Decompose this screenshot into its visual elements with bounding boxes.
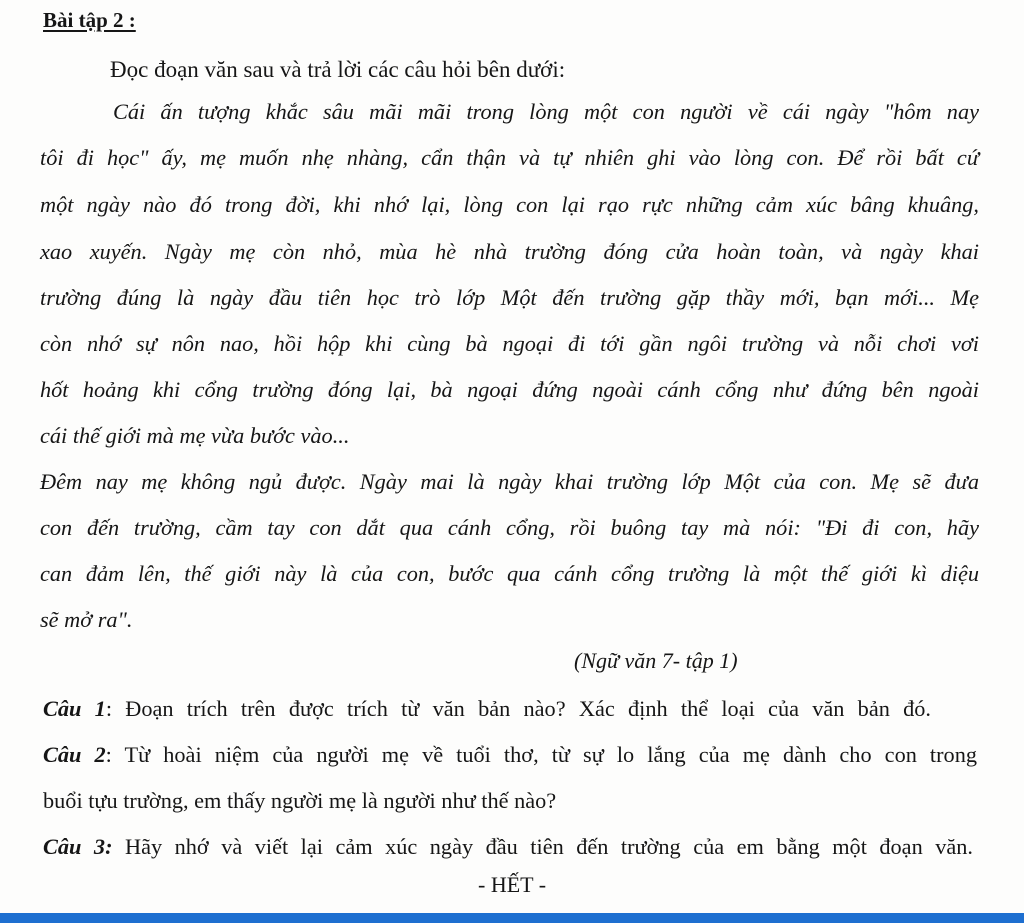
passage-line: hốt hoảng khi cổng trường đóng lại, bà ngoại đứng ngoài cánh cổng như đứng bên ngoài bbox=[40, 377, 979, 402]
passage-line: tôi đi học" ấy, mẹ muốn nhẹ nhàng, cẩn thận và tự nhiên ghi vào lòng con. Để rồi bất cứ bbox=[40, 145, 979, 170]
passage-line: trường đúng là ngày đầu tiên học trò lớp Một đến trường gặp thầy mới, bạn mới... Mẹ bbox=[40, 285, 979, 310]
question-label: Câu 1 bbox=[43, 696, 106, 721]
passage-source: (Ngữ văn 7- tập 1) bbox=[574, 648, 738, 673]
question-text: : Đoạn trích trên được trích từ văn bản nào? Xác định thể loại của văn bản đó. bbox=[105, 696, 931, 721]
passage-line: một ngày nào đó trong đời, khi nhớ lại, lòng con lại rạo rực những cảm xúc bâng khuâng, bbox=[40, 192, 979, 217]
exercise-instruction: Đọc đoạn văn sau và trả lời các câu hỏi bên dưới: bbox=[110, 57, 566, 82]
end-mark: - HẾT - bbox=[478, 872, 547, 897]
question-2-continuation: buổi tựu trường, em thấy người mẹ là người như thế nào? bbox=[43, 788, 557, 813]
passage-line: còn nhớ sự nôn nao, hồi hộp khi cùng bà ngoại đi tới gần ngôi trường và nỗi chơi vơi bbox=[40, 331, 979, 356]
question-2 bbox=[43, 742, 977, 768]
question-text: : Từ hoài niệm của người mẹ về tuổi thơ, từ sự lo lắng của mẹ dành cho con trong bbox=[105, 742, 977, 767]
question-label: Câu 3: bbox=[43, 834, 113, 859]
passage-line: xao xuyến. Ngày mẹ còn nhỏ, mùa hè nhà trường đóng cửa hoàn toàn, và ngày khai bbox=[40, 239, 979, 264]
question-1 bbox=[43, 696, 931, 722]
passage-line: Đêm nay mẹ không ngủ được. Ngày mai là ngày khai trường lớp Một của con. Mẹ sẽ đưa bbox=[40, 469, 979, 494]
question-text: Hãy nhớ và viết lại cảm xúc ngày đầu tiên đến trường của em bằng một đoạn văn. bbox=[112, 834, 973, 859]
passage-line: Cái ấn tượng khắc sâu mãi mãi trong lòng một con người về cái ngày "hôm nay bbox=[113, 99, 979, 124]
passage-line: cái thế giới mà mẹ vừa bước vào... bbox=[40, 423, 350, 448]
passage-line: sẽ mở ra". bbox=[40, 607, 133, 632]
exercise-title: Bài tập 2 : bbox=[43, 8, 136, 32]
question-3 bbox=[43, 834, 973, 860]
passage-line: con đến trường, cầm tay con dắt qua cánh cổng, rồi buông tay mà nói: "Đi đi con, hãy bbox=[40, 515, 979, 540]
passage-line: can đảm lên, thế giới này là của con, bước qua cánh cổng trường là một thế giới kì diệu bbox=[40, 561, 979, 586]
question-label: Câu 2 bbox=[43, 742, 106, 767]
bottom-accent-bar bbox=[0, 913, 1024, 923]
